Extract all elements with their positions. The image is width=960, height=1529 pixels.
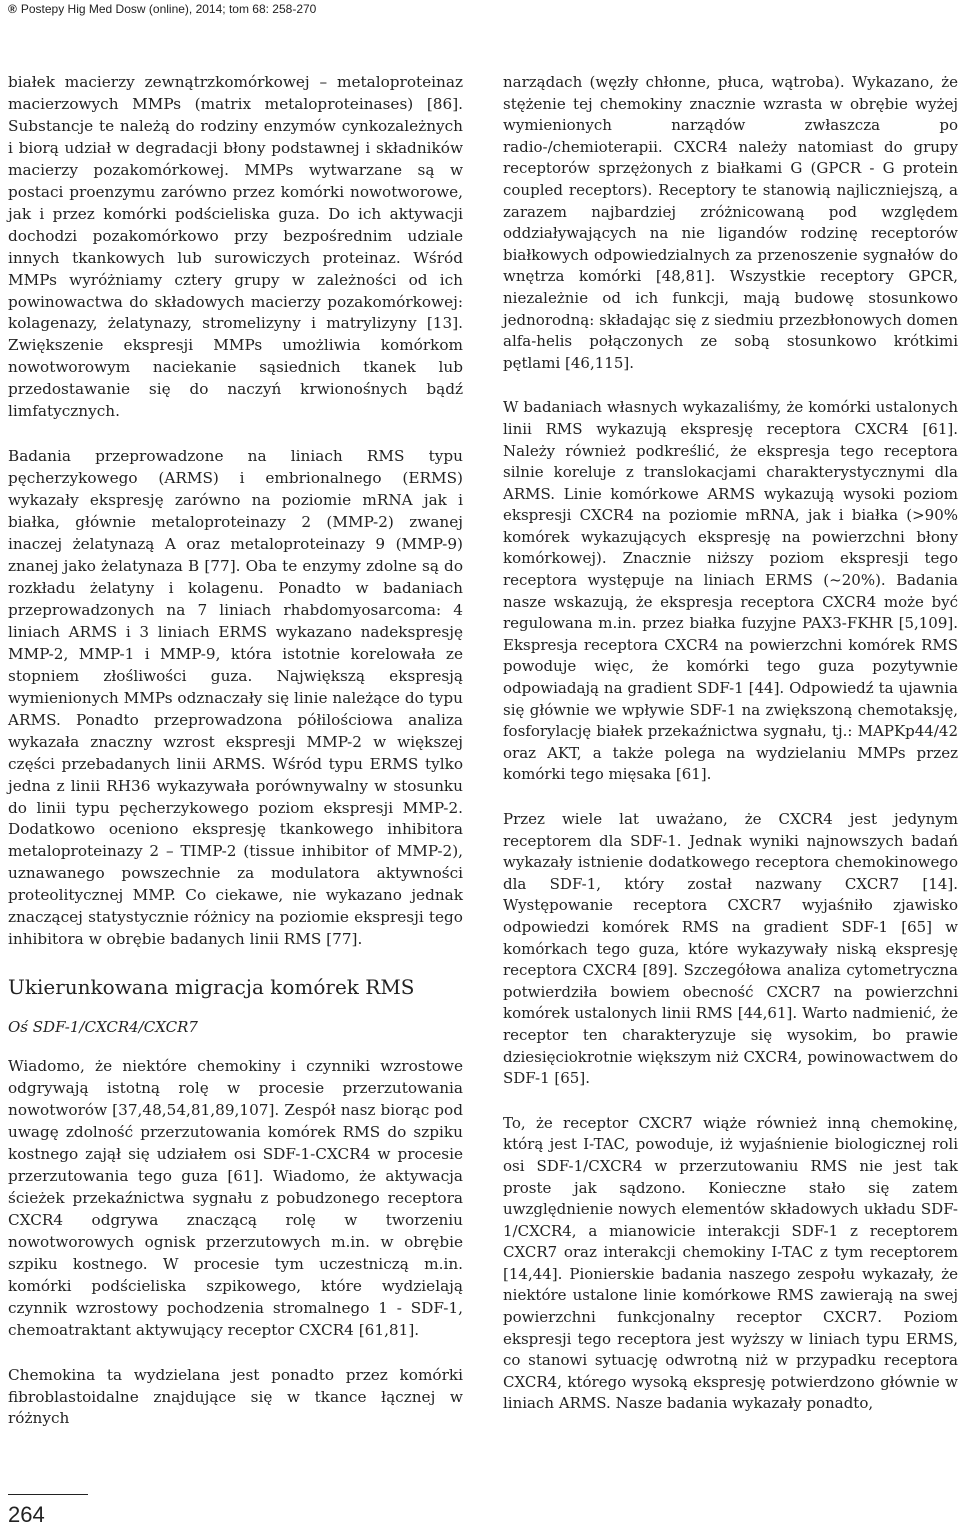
paragraph: białek macierzy zewnątrzkomórkowej – metaloproteinaz macierzowych MMPs (matrix metaloproteinases) [86]. Substancje te należą do rodziny enzymów cynkozależnych i biorą udział w degradacji błony podstawnej i składników macierzy pozakomórkowej. MMPs wytwarzane są w postaci proenzymu zarówno przez komórki nowotworowe, jak i przez komórki podścieliska guza. Do ich aktywacji dochodzi pozakomórkowo przy bezpośrednim udziale innych tkankowych lub surowiczych proteinaz. Wśród MMPs wyróżniamy cztery grupy w zależności od ich powinowactwa do składowych macierzy pozakomórkowej: kolagenazy, żelatynazy, stromelizyny i matrylizyny [13]. Zwiększenie ekspresji MMPs umożliwia komórkom nowotworowym naciekanie sąsiednich tkanek lub przedostawanie się do naczyń krwionośnych bądź limfatycznych. (8, 73, 463, 421)
paragraph: To, że receptor CXCR7 wiąże również inną chemokinę, którą jest I-TAC, powoduje, iż wyjaśnienie biologicznej roli osi SDF-1/CXCR4 w przerzutowaniu RMS nie jest tak proste jak sądzono. Konieczne stało się zatem uwzględnienie nowych elementów składowych układu SDF-1/CXCR4, a mianowicie interakcji SDF-1 z receptorem CXCR7 oraz interakcji chemokiny I-TAC z tym receptorem [14,44]. Pionierskie badania naszego zespołu wykazały, że niektóre ustalone linie komórkowe RMS zawierają na swej powierzchni funkcjonalny receptor CXCR7. Poziom ekspresji tego receptora jest wyższy w liniach typu ERMS, co stanowi sytuację odwrotną niż w przypadku receptora CXCR4, którego wysoką ekspresję potwierdzono głównie w liniach ARMS. Nasze badania wykazały ponadto, (503, 1113, 958, 1413)
footer-divider (8, 1494, 88, 1495)
journal-citation: Postepy Hig Med Dosw (online), 2014; tom 68: 258-270 (20, 2, 317, 16)
paragraph: Chemokina ta wydzielana jest ponadto przez komórki fibroblastoidalne znajdujące się w tkance łącznej w różnych (8, 1365, 463, 1428)
page-number: 264 (8, 1502, 45, 1527)
paragraph: Przez wiele lat uważano, że CXCR4 jest jedynym receptorem dla SDF-1. Jednak wyniki najnowszych badań wykazały istnienie dodatkowego receptora chemokinowego dla SDF-1, który został nazwany CXCR7 [14]. Występowanie receptora CXCR7 wyjaśniło zjawisko odpowiedzi komórek RMS na gradient SDF-1 [65] w komórkach tego guza, które wykazywały niską ekspresję receptora CXCR4 [89]. Szczegółowa analiza cytometryczna potwierdziła bowiem obecność CXCR7 na powierzchni komórek ustalonych linii RMS [44,61]. Warto nadmienić, że receptor ten charakteryzuje się wysokim, bo prawie dziesięciokrotnie większym niż CXCR4, powinowactwem do SDF-1 [65]. (503, 810, 958, 1088)
paragraph: W badaniach własnych wykazaliśmy, że komórki ustalonych linii RMS wykazują ekspresję receptora CXCR4 [61]. Należy również podkreślić, że ekspresja tego receptora silnie koreluje z translokacjami charakterystycznymi dla ARMS. Linie komórkowe ARMS wykazują wysoki poziom ekspresji CXCR4 na poziomie mRNA, jak i białka (>90% komórek wykazujących ekspresję na powierzchni błony komórkowej). Znacznie niższy poziom ekspresji tego receptora występuje na liniach ERMS (~20%). Badania nasze wskazują, że ekspresja receptora CXCR4 może być regulowana m.in. przez białka fuzyjne PAX3-FKHR [5,109]. Ekspresja receptora CXCR4 na powierzchni komórek RMS powoduje więc, że komórki tego guza pozytywnie odpowiadają na gradient SDF-1 [44]. Odpowiedź ta ujawnia się głównie we wpływie SDF-1 na zwiększoną chemotaksję, fosforylację białek przekaźnictwa sygnału, tj.: MAPKp44/42 oraz AKT, a także polega na wydzielaniu MMPs przez komórki tego mięsaka [61]. (503, 398, 958, 784)
paragraph: Wiadomo, że niektóre chemokiny i czynniki wzrostowe odgrywają istotną rolę w procesie przerzutowania nowotworów [37,48,54,81,89,107]. Zespół nasz biorąc pod uwagę zdolność przerzutowania komórek RMS do szpiku kostnego zajął się udziałem osi SDF-1-CXCR4 w procesie przerzutowania tego guza [61]. Wiadomo, że aktywacja ścieżek przekaźnictwa sygnału z pobudzonego receptora CXCR4 odgrywa znaczącą rolę w tworzeniu nowotworowych ognisk przerzutowych m.in. w obrębie szpiku kostnego. W procesie tym uczestniczą m.in. komórki podścieliska szpikowego, które wydzielają czynnik wzrostowy pochodzenia stromalnego 1 - SDF-1, chemoatraktant aktywujący receptor CXCR4 [61,81]. (8, 1057, 463, 1339)
section-heading: Ukierunkowana migracja komórek RMS (8, 975, 415, 1000)
right-column (503, 72, 958, 1438)
paragraph: narządach (węzły chłonne, płuca, wątroba). Wykazano, że stężenie tej chemokiny znacznie wzrasta w obrębie wyżej wymienionych narządów zwłaszcza po radio-/chemioterapii. CXCR4 należy natomiast do grupy receptorów sprzężonych z białkami G (GPCR - G protein coupled receptors). Receptory te stanowią najliczniejszą, a zarazem najbardziej zróżnicowaną pod względem oddziaływających na nie ligandów rodzinę receptorów białkowych odpowiedzialnych za przenoszenie sygnałów do wnętrza komórki [48,81]. Wszystkie receptory GPCR, niezależnie od ich funkcji, mają budowę stosunkowo jednorodną: składając się z siedmiu przezbłonowych domen alfa-helis połączonych ze sobą stosunkowo krótkimi pętlami [46,115]. (503, 73, 958, 372)
subsection-heading: Oś SDF-1/CXCR4/CXCR7 (8, 1018, 198, 1037)
running-header (8, 2, 316, 16)
left-column (8, 72, 463, 1453)
paragraph: Badania przeprowadzone na liniach RMS typu pęcherzykowego (ARMS) i embrionalnego (ERMS) wykazały ekspresję zarówno na poziomie mRNA jak i białka, głównie metaloproteinazy 2 (MMP-2) zwanej inaczej żelatynazą A oraz metaloproteinazy 9 (MMP-9) znanej jako żelatynaza B [77]. Oba te enzymy zdolne są do rozkładu żelatyny i kolagenu. Ponadto w badaniach przeprowadzonych na 7 liniach rhabdomyosarcoma: 4 liniach ARMS i 3 liniach ERMS wykazano nadekspresję MMP-2, MMP-1 i MMP-9, która istotnie korelowała ze stopniem złośliwości guza. Największą ekspresją wymienionych MMPs odznaczały się linie należące do typu ARMS. Ponadto przeprowadzona półilościowa analiza wykazała znaczny wzrost ekspresji MMP-2 w większej części przebadanych linii ARMS. Wśród typu ERMS tylko jedna z linii RH36 wykazywała porównywalny w stosunku do linii typu pęcherzykowego poziom ekspresji MMP-2. Dodatkowo oceniono ekspresję tkankowego inhibitora metaloproteinazy 2 – TIMP-2 (tissue inhibitor of MMP-2), uznawanego powszechnie za modulatora aktywności proteolitycznej MMP. Co ciekawe, nie wykazano jednak znaczącej statystycznie różnicy na poziomie ekspresji tego inhibitora w obrębie badanych linii RMS [77]. (8, 447, 463, 949)
journal-logo-mark: ® (8, 2, 17, 16)
